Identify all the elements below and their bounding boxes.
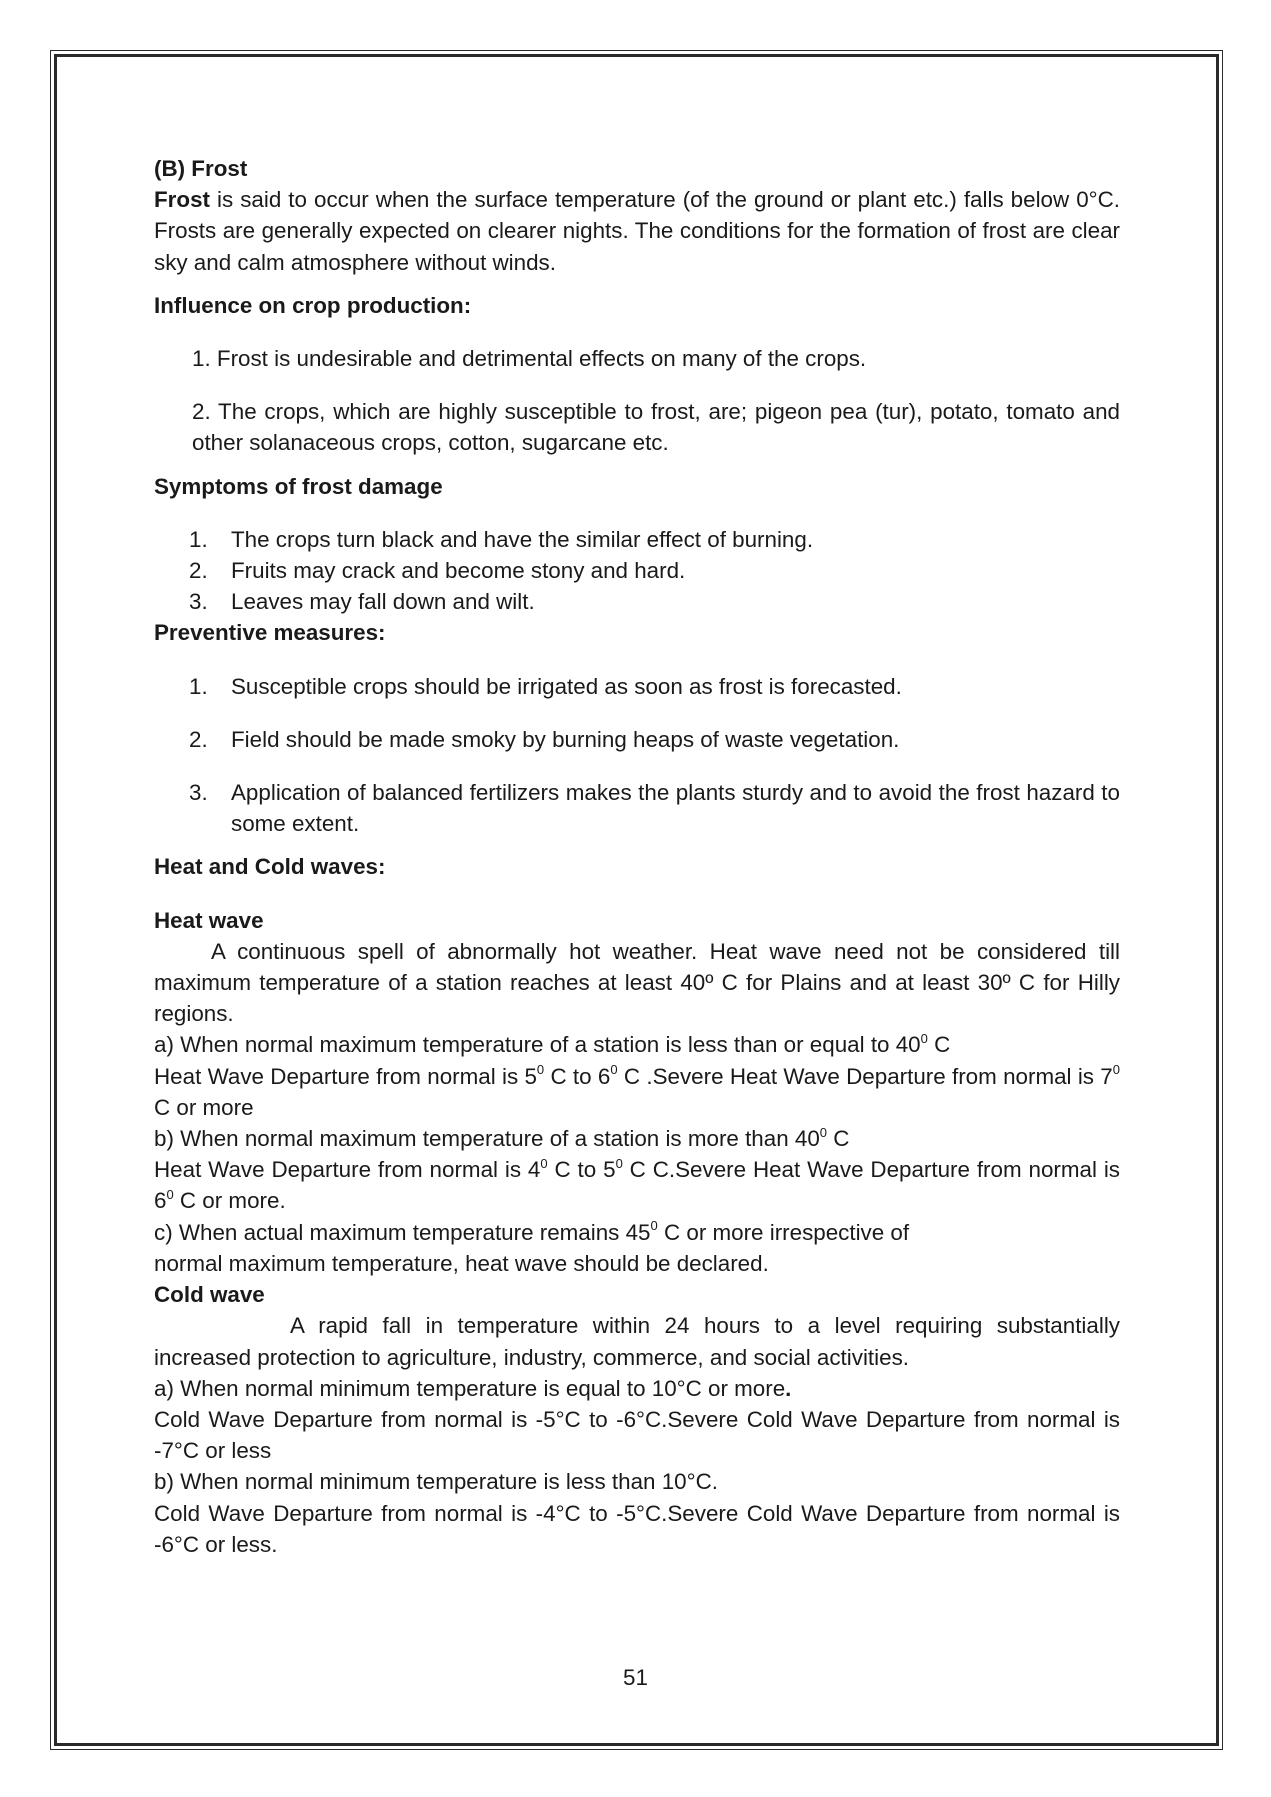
waves-heading: Heat and Cold waves: [154, 854, 386, 880]
frost-intro-bold: Frost [154, 187, 210, 213]
symptoms-item-2: 2. Fruits may crack and become stony and hard. [189, 558, 686, 584]
cold-wave-case-a: a) When normal minimum temperature is equal to 10°C or more. [154, 1375, 792, 1401]
influence-heading: Influence on crop production: [154, 292, 472, 318]
cold-wave-case-b: b) When normal minimum temperature is less than 10°C. [154, 1469, 718, 1495]
heat-wave-heading: Heat wave [154, 907, 264, 933]
page-number: 51 [623, 1665, 648, 1690]
heat-wave-case-c-line2: normal maximum temperature, heat wave should be declared. [154, 1250, 769, 1276]
heat-wave-case-c: c) When actual maximum temperature remains $45^0$ C or more irrespective of [154, 1218, 910, 1245]
heat-wave-case-b: b) When normal maximum temperature of a station is more than $40^0$ C [154, 1124, 850, 1152]
frost-intro [154, 184, 1120, 278]
cold-wave-intro: A rapid fall in temperature within 24 hours to a level requiring substantially increased protection to agriculture, industry, commerce, and social activities. [154, 1313, 1120, 1370]
heat-wave-case-a-departure: Heat Wave Departure from normal is $5^0$ C to $6^0$ C .Severe Heat Wave Departure from normal is $7^0$ C or more [154, 1062, 1120, 1120]
heat-wave-case-a: a) When normal maximum temperature of a station is less than or equal to $40^0$ C [154, 1031, 951, 1058]
preventive-item-2: 2. Field should be made smoky by burning heaps of waste vegetation. [189, 726, 900, 752]
preventive-heading: Preventive measures: [154, 620, 386, 646]
cold-wave-case-b-departure: Cold Wave Departure from normal is -4°C to -5°C.Severe Cold Wave Departure from normal is -6°C or less. [154, 1500, 1120, 1557]
symptoms-item-1: 1. The crops turn black and have the similar effect of burning. [189, 526, 814, 552]
page-content [154, 153, 1120, 1560]
preventive-item-3: 3. Application of balanced fertilizers makes the plants sturdy and to avoid the frost hazard to some extent. [189, 780, 1120, 837]
symptoms-heading: Symptoms of frost damage [154, 473, 443, 499]
heat-wave-case-b-departure: Heat Wave Departure from normal is $4^0$ C to $5^0$ C C.Severe Heat Wave Departure from normal is $6^0$ C or more. [154, 1155, 1120, 1214]
influence-item-1: 1. Frost is undesirable and detrimental effects on many of the crops. [192, 346, 867, 372]
preventive-item-1: 1. Susceptible crops should be irrigated as soon as frost is forecasted. [189, 673, 902, 699]
cold-wave-heading: Cold wave [154, 1282, 265, 1308]
heat-wave-intro: A continuous spell of abnormally hot weather. Heat wave need not be considered till maximum temperature of a station reaches at least 40º C for Plains and at least 30º C for Hilly regions. [154, 938, 1120, 1027]
cold-wave-case-a-departure: Cold Wave Departure from normal is -5°C to -6°C.Severe Cold Wave Departure from normal is -7°C or less [154, 1406, 1120, 1464]
frost-heading: (B) Frost [154, 156, 248, 181]
symptoms-item-3: 3. Leaves may fall down and wilt. [189, 589, 535, 615]
frost-intro-text: is said to occur when the surface temperature (of the ground or plant etc.) falls below 0°C. Frosts are generally expected on clearer nights. The conditions for the formation of frost are clear sky and calm atmosphere without winds. [154, 187, 1120, 275]
influence-item-2: 2. The crops, which are highly susceptible to frost, are; pigeon pea (tur), potato, tomato and other solanaceous crops, cotton, sugarcane etc. [192, 399, 1120, 456]
